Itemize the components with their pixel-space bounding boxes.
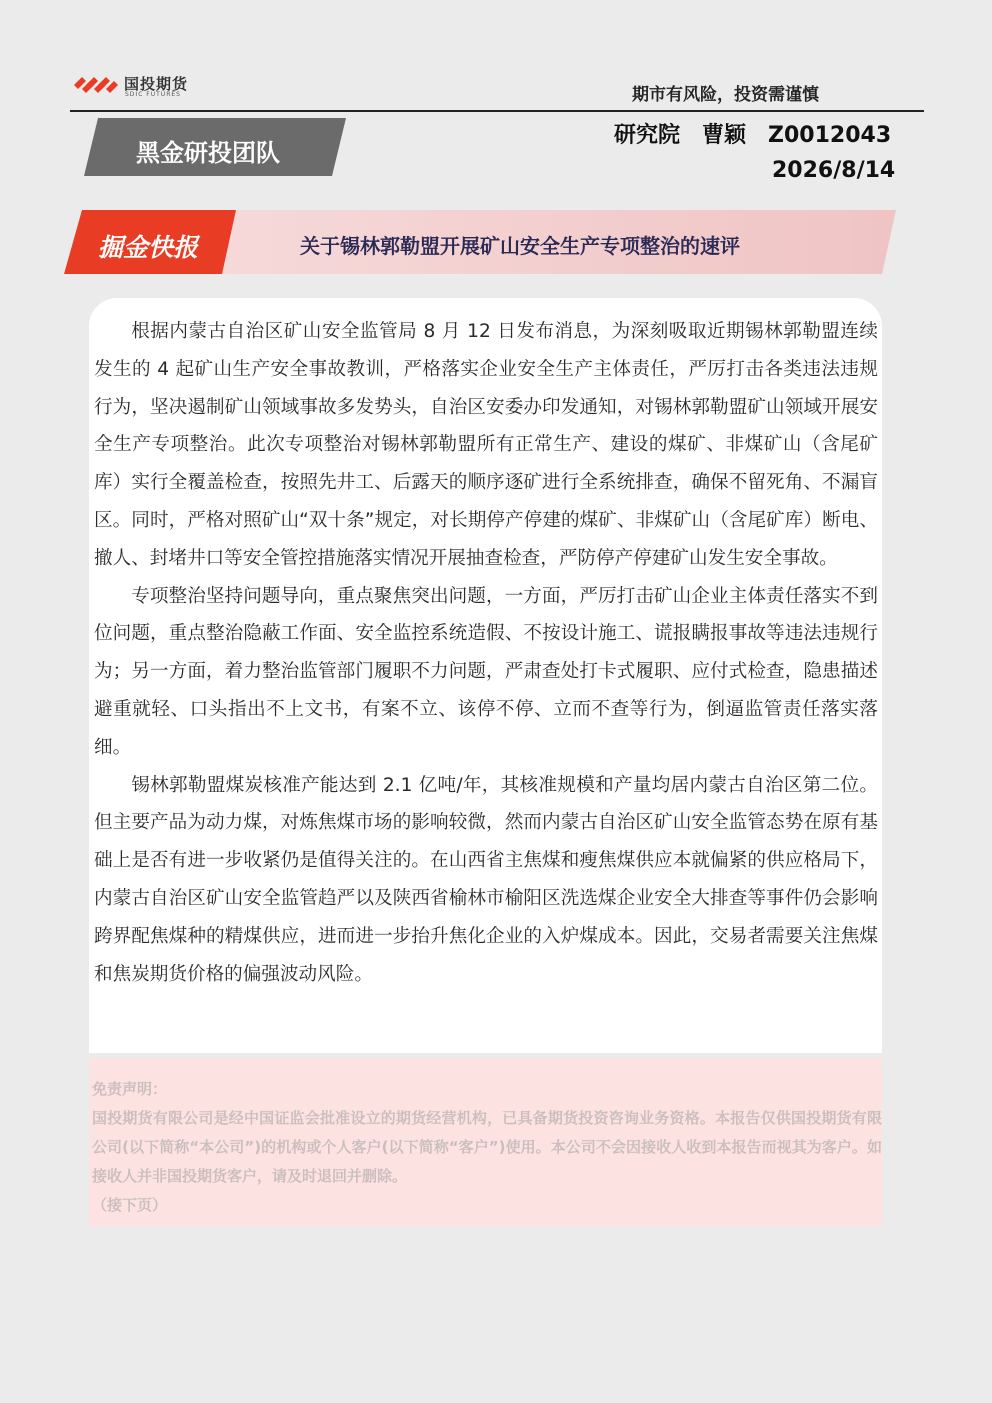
article-body: [94, 313, 878, 993]
report-date: 2026/8/14: [772, 158, 896, 183]
disclaimer-text: 国投期货有限公司是经中国证监会批准设立的期货经营机构，已具备期货投资咨询业务资格。本报告仅供国投期货有限公司(以下简称“本公司”)的机构或个人客户(以下简称“客户”)使用。本公司不会因接收人收到本报告而视其为客户。如接收人并非国投期货客户，请及时退回并删除。: [92, 1109, 882, 1185]
report-title: 关于锡林郭勒盟开展矿山安全生产专项整治的速评: [300, 234, 740, 258]
sdic-logo-icon: [72, 74, 118, 96]
author-name: 曹颖: [702, 123, 747, 148]
logo: [72, 72, 202, 100]
department: 研究院: [614, 123, 681, 148]
header-divider: [70, 110, 924, 112]
paragraph-1: 根据内蒙古自治区矿山安全监管局 8 月 12 日发布消息，为深刻吸取近期锡林郭勒盟连续发生的 4 起矿山生产安全事故教训，严格落实企业安全生产主体责任，严厉打击各类违法违规行为，坚决遏制矿山领域事故多发势头，自治区安委办印发通知，对锡林郭勒盟矿山领域开展安全生产专项整治。此次专项整治对锡林郭勒盟所有正常生产、建设的煤矿、非煤矿山（含尾矿库）实行全覆盖检查，按照先井工、后露天的顺序逐矿进行全系统排查，确保不留死角、不漏盲区。同时，严格对照矿山“双十条”规定，对长期停产停建的煤矿、非煤矿山（含尾矿库）断电、撤人、封堵井口等安全管控措施落实情况开展抽查检查，严防停产停建矿山发生安全事故。: [94, 321, 878, 569]
logo-english: SDIC FUTURES: [125, 91, 181, 98]
disclaimer: [92, 1075, 882, 1220]
continued-note: （接下页）: [92, 1196, 168, 1214]
disclaimer-heading: 免责声明：: [92, 1080, 168, 1098]
team-name: 黑金研投团队: [136, 139, 280, 167]
license-number: Z0012043: [768, 123, 892, 148]
author-info: [614, 118, 891, 149]
logo-text: 国投期货: [124, 75, 189, 93]
paragraph-3: 锡林郭勒盟煤炭核准产能达到 2.1 亿吨/年，其核准规模和产量均居内蒙古自治区第二位。但主要产品为动力煤，对炼焦煤市场的影响较微，然而内蒙古自治区矿山安全监管态势在原有基础上是否有进一步收紧仍是值得关注的。在山西省主焦煤和瘦焦煤供应本就偏紧的供应格局下，内蒙古自治区矿山安全监管趋严以及陕西省榆林市榆阳区洗选煤企业安全大排查等事件仍会影响跨界配焦煤种的精煤供应，进而进一步抬升焦化企业的入炉煤成本。因此，交易者需要关注焦煤和焦炭期货价格的偏强波动风险。: [94, 774, 878, 985]
risk-slogan: 期市有风险，投资需谨慎: [632, 85, 819, 105]
report-type-tag: 掘金快报: [98, 233, 199, 262]
paragraph-2: 专项整治坚持问题导向，重点聚焦突出问题，一方面，严厉打击矿山企业主体责任落实不到位问题，重点整治隐蔽工作面、安全监控系统造假、不按设计施工、谎报瞒报事故等违法违规行为；另一方面，着力整治监管部门履职不力问题，严肃查处打卡式履职、应付式检查，隐患描述避重就轻、口头指出不上文书，有案不立、该停不停、立而不查等行为，倒逼监管责任落实落细。: [94, 585, 878, 758]
